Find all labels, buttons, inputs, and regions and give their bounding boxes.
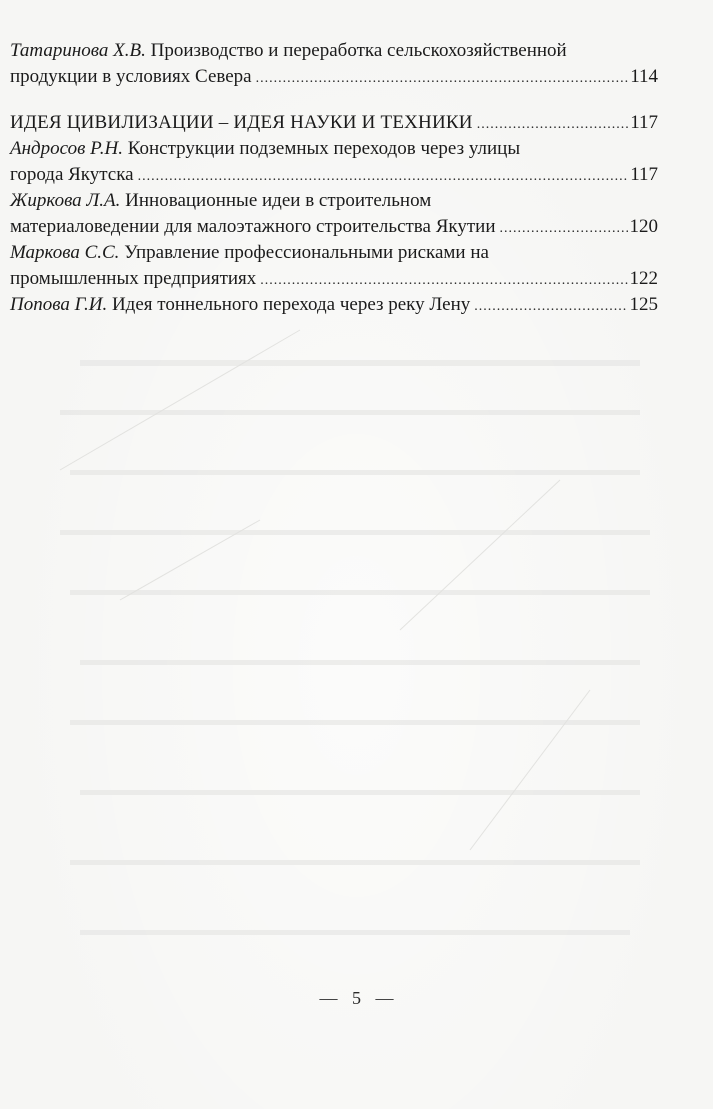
section-spacer xyxy=(10,90,658,110)
toc-entry-title: Инновационные идеи в строительном xyxy=(125,190,432,211)
toc-entry-title-cont: города Якутска xyxy=(10,164,134,185)
toc-entry-last-line xyxy=(10,266,658,292)
toc-entry-last-line xyxy=(10,162,658,188)
toc-entry-author: Татаринова Х.В. xyxy=(10,40,146,61)
toc-entry-author: Маркова С.С. xyxy=(10,242,120,263)
toc-entry-page: 117 xyxy=(630,164,658,185)
toc-entry xyxy=(10,240,658,292)
toc-entry-first-line xyxy=(10,136,658,162)
toc-entry-title: Производство и переработка сельскохозяйственной xyxy=(150,40,567,61)
section-title: ИДЕЯ ЦИВИЛИЗАЦИИ – ИДЕЯ НАУКИ И ТЕХНИКИ xyxy=(10,112,473,133)
toc-entry-page: 114 xyxy=(630,66,658,87)
dot-leader xyxy=(474,294,627,320)
toc-entry-last-line xyxy=(10,64,658,90)
footer-dash-right: — xyxy=(375,988,394,1008)
toc-entry xyxy=(10,292,658,318)
toc-entry-first-line xyxy=(10,240,658,266)
toc-entry-page: 122 xyxy=(629,268,658,289)
toc-entry-page: 120 xyxy=(629,216,658,237)
dot-leader xyxy=(256,66,629,92)
toc-entry xyxy=(10,188,658,240)
toc-entry-title: Идея тоннельного перехода через реку Лену xyxy=(111,294,471,315)
section-page: 117 xyxy=(630,112,658,133)
toc-entry xyxy=(10,136,658,188)
table-of-contents xyxy=(10,38,658,318)
toc-entry-author: Андросов Р.Н. xyxy=(10,138,124,159)
page-number: 5 xyxy=(352,988,361,1008)
dot-leader xyxy=(138,164,629,190)
page-footer xyxy=(0,988,713,1009)
dot-leader xyxy=(260,268,627,294)
toc-entry-first-line xyxy=(10,38,658,64)
dot-leader xyxy=(499,216,627,242)
toc-entry-title: Конструкции подземных переходов через улицы xyxy=(127,138,521,159)
toc-entry-author: Попова Г.И. xyxy=(10,294,108,315)
toc-entry-author: Жиркова Л.А. xyxy=(10,190,121,211)
toc-entry-title-cont: промышленных предприятиях xyxy=(10,268,257,289)
dot-leader xyxy=(477,112,629,138)
toc-entry xyxy=(10,38,658,90)
toc-entry-last-line xyxy=(10,214,658,240)
footer-dash-left: — xyxy=(319,988,338,1008)
toc-entry-title-cont: продукции в условиях Севера xyxy=(10,66,252,87)
toc-section-heading xyxy=(10,110,658,136)
toc-entry-page: 125 xyxy=(629,294,658,315)
toc-entry-title-cont: материаловедении для малоэтажного строительства Якутии xyxy=(10,216,496,237)
toc-entry-last-line xyxy=(10,292,658,318)
toc-entry-first-line xyxy=(10,188,658,214)
toc-entry-title: Управление профессиональными рисками на xyxy=(124,242,489,263)
